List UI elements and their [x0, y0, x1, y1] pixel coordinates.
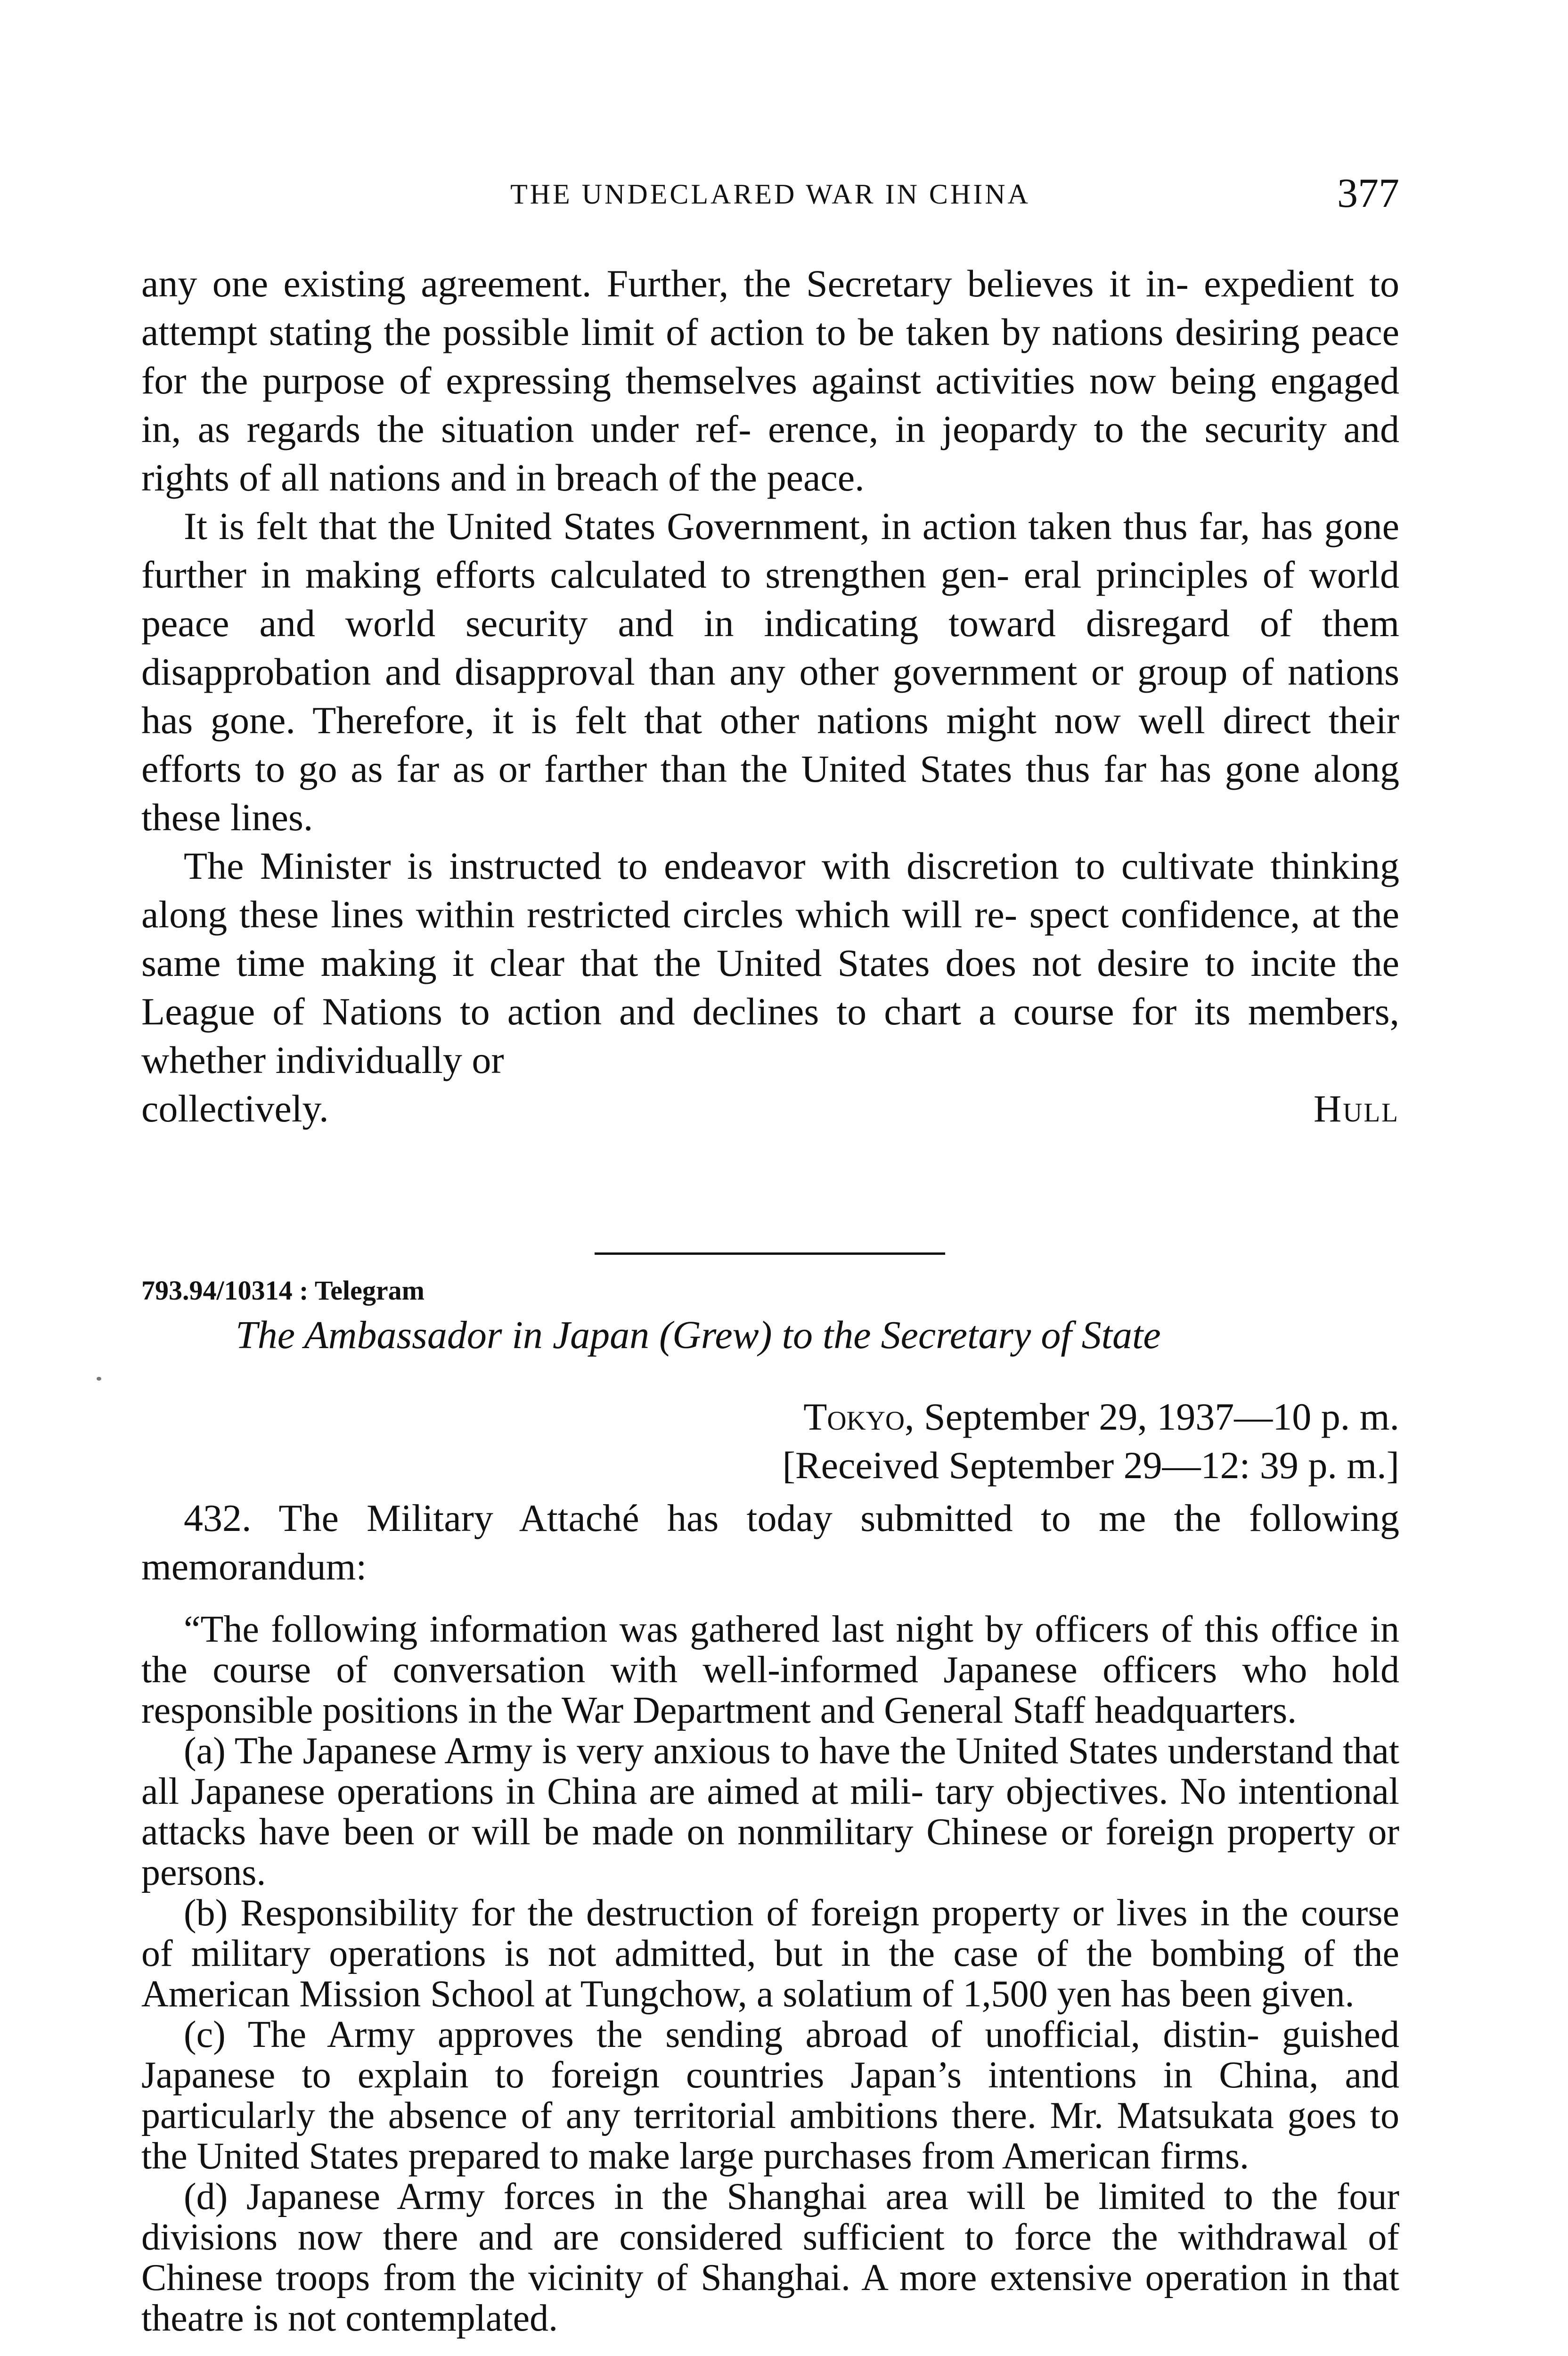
item-text: The Army approves the sending abroad of unofficial, distin- guished Japanese to explain to foreign countries Japan’s intentions in China, and particularly the absence of any territorial ambitions there. Mr. Matsukata goes to the United States prepared to make large purchases from American firms.	[141, 2014, 1399, 2177]
telegram-intro-paragraph: 432. The Military Attaché has today submitted to me the following memorandum:	[141, 1497, 1399, 1588]
item-label: (c)	[184, 2014, 226, 2055]
memorandum-item-d	[141, 2176, 1399, 2339]
document-title: The Ambassador in Japan (Grew) to the Secretary of State	[236, 1313, 1161, 1357]
running-head: THE UNDECLARED WAR IN CHINA	[510, 179, 1030, 210]
margin-speck	[97, 1377, 101, 1381]
file-reference: 793.94/10314 : Telegram	[141, 1275, 425, 1306]
memorandum	[141, 1609, 1399, 2339]
continued-letter	[141, 259, 1399, 1133]
closing-line	[141, 1084, 1399, 1133]
paragraph-minister-instructed: The Minister is instructed to endeavor with discretion to cultivate thinking along these lines within restricted circles which will re- spect confidence, at the same time making it clear that the United States does not desire to incite the League of Nations to action and declines to chart a course for its members, whether individually or	[141, 844, 1399, 1081]
dateline-place: Tokyo	[803, 1395, 905, 1438]
memorandum-opening: “The following information was gathered last night by officers of this office in the course of conversation with well-informed Japanese officers who hold responsible positions in the War Department and General Staff headquarters.	[141, 1609, 1399, 1731]
item-text: Responsibility for the destruction of foreign property or lives in the course of military operations is not admitted, but in the case of the bombing of the American Mission School at Tungchow, a solatium of 1,500 yen has been given.	[141, 1892, 1400, 2015]
item-label: (d)	[184, 2176, 228, 2217]
received-line: [Received September 29—12: 39 p. m.]	[782, 1444, 1399, 1487]
page-number: 377	[1337, 171, 1399, 216]
page-header	[141, 170, 1399, 226]
dateline-date: , September 29, 1937—10 p. m.	[905, 1395, 1399, 1438]
item-label: (b)	[184, 1892, 228, 1934]
paragraph-us-government: It is felt that the United States Government, in action taken thus far, has gone further in making efforts calculated to strengthen gen- eral principles of world peace and world security and in indicating toward disregard of them disapprobation and disapproval than any other government or group of nations has gone. Therefore, it is felt that other nations might now well direct their efforts to go as far as or farther than the United States thus far has gone along these lines.	[141, 505, 1399, 839]
section-divider	[595, 1252, 945, 1255]
item-text: The Japanese Army is very anxious to have the United States understand that all Japanese operations in China are aimed at mili- tary objectives. No intentional attacks have been or will be made on nonmilitary Chinese or foreign property or persons.	[141, 1730, 1399, 1893]
item-label: (a)	[184, 1730, 226, 1772]
dateline	[803, 1395, 1399, 1439]
paragraph-closing-word: collectively.	[141, 1087, 329, 1130]
telegram-intro	[141, 1494, 1399, 1591]
paragraph-continuation: any one existing agreement. Further, the Secretary believes it in- expedient to attempt stating the possible limit of action to be taken by nations desiring peace for the purpose of expressing themselves against activities now being engaged in, as regards the situation under ref- erence, in jeopardy to the security and rights of all nations and in breach of the peace.	[141, 262, 1399, 499]
memorandum-item-c	[141, 2014, 1399, 2176]
memorandum-item-a	[141, 1731, 1399, 1893]
item-text: Japanese Army forces in the Shanghai area will be limited to the four divisions now there and are considered sufficient to force the withdrawal of Chinese troops from the vicinity of Shanghai. A more extensive operation in that theatre is not contemplated.	[141, 2176, 1400, 2339]
memorandum-item-b	[141, 1893, 1399, 2014]
signature-hull: Hull	[1313, 1087, 1399, 1130]
